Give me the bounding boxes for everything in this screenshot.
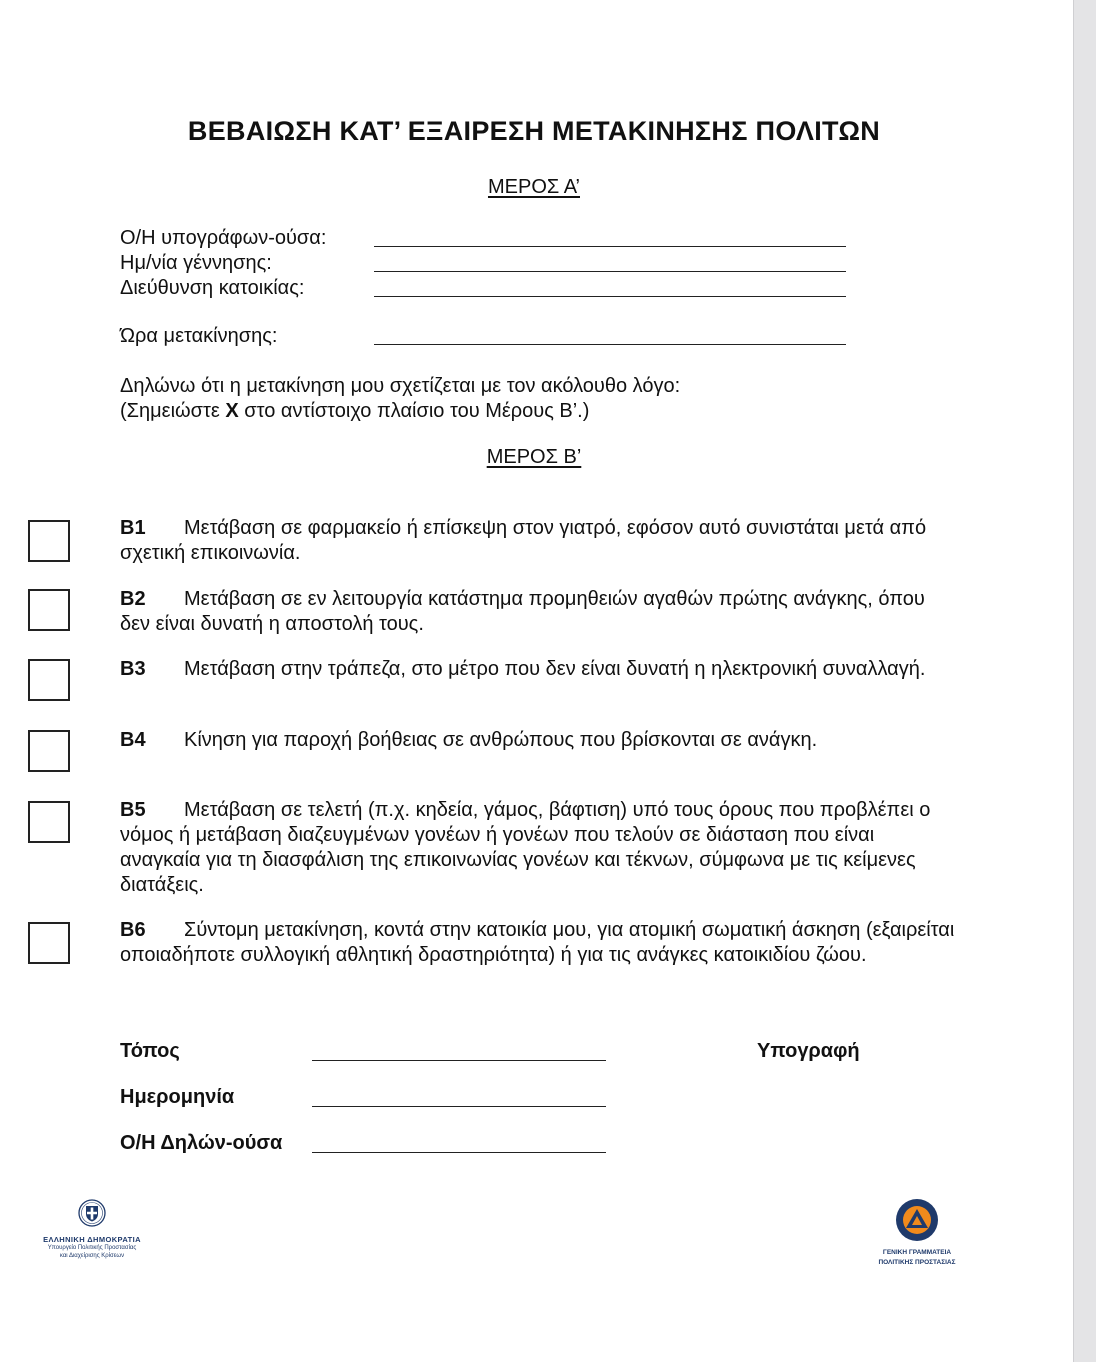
option-text-b5: Μετάβαση σε τελετή (π.χ. κηδεία, γάμος, βάφτιση) υπό τους όρους που προβλέπει ο νόμος ή μετάβαση διαζευγμένων γονέων ή γονέων που τελούν σε διάσταση που είναι αναγκαία για τη διασφάλιση της επικοινωνίας γονέων και τέκνων, σύμφωνα με τις κείμενες διατάξεις. (120, 799, 931, 896)
signatory-name-label: Ο/Η υπογράφων-ούσα: (120, 227, 327, 249)
left-logo-line2: και Διαχείρισης Κρίσεων (59, 1253, 125, 1259)
statement-text: Δηλώνω ότι η μετακίνηση μου σχετίζεται με τον ακόλουθο λόγο: (120, 375, 681, 397)
declarant-field[interactable] (312, 1152, 606, 1153)
option-text-b6: Σύντομη μετακίνηση, κοντά στην κατοικία μου, για ατομική σωματική άσκηση (εξαιρείται οποιαδήποτε συλλογική αθλητική δραστηριότητα) ή για τις ανάγκες κατοικιδίου ζώου. (120, 919, 955, 966)
option-text-b4: Κίνηση για παροχή βοήθειας σε ανθρώπους που βρίσκονται σε ανάγκη. (184, 729, 818, 751)
statement-paragraph (120, 374, 680, 424)
place-field[interactable] (312, 1060, 606, 1061)
option-code-b6: Β6 (120, 919, 146, 941)
option-code-b1: Β1 (120, 517, 146, 539)
movement-time-field[interactable] (374, 344, 846, 345)
option-code-b3: Β3 (120, 658, 146, 680)
declarant-label: Ο/Η Δηλών-ούσα (120, 1132, 283, 1154)
option-text-b3: Μετάβαση στην τράπεζα, στο μέτρο που δεν είναι δυνατή η ηλεκτρονική συναλλαγή. (184, 658, 926, 680)
checkbox-b3[interactable] (28, 659, 70, 701)
date-label: Ημερομηνία (120, 1086, 235, 1108)
place-label: Τόπος (120, 1040, 180, 1062)
signature-label: Υπογραφή (757, 1040, 860, 1062)
hellenic-republic-logo (30, 1198, 154, 1260)
scrollbar-track[interactable] (1073, 0, 1096, 1362)
instruction-note-mark: Χ (225, 400, 239, 422)
option-text-b2: Μετάβαση σε εν λειτουργία κατάστημα προμηθειών αγαθών πρώτης ανάγκης, όπου δεν είναι δυνατή η αποστολή τους. (120, 588, 925, 635)
option-b2 (120, 587, 960, 637)
checkbox-b5[interactable] (28, 801, 70, 843)
civil-protection-logo (872, 1198, 962, 1267)
checkbox-b4[interactable] (28, 730, 70, 772)
home-address-field[interactable] (374, 296, 846, 297)
instruction-note (120, 399, 680, 424)
coat-of-arms-icon (77, 1198, 107, 1228)
civil-protection-emblem-icon (895, 1198, 939, 1242)
option-b6 (120, 918, 960, 968)
option-b4 (120, 728, 960, 753)
option-code-b4: Β4 (120, 729, 146, 751)
date-field[interactable] (312, 1106, 606, 1107)
part-b-heading: ΜΕΡΟΣ Β’ (486, 446, 582, 468)
home-address-label: Διεύθυνση κατοικίας: (120, 277, 305, 299)
signatory-name-field[interactable] (374, 246, 846, 247)
right-logo-line2: ΠΟΛΙΤΙΚΗΣ ΠΡΟΣΤΑΣΙΑΣ (878, 1259, 956, 1266)
instruction-note-before: (Σημειώστε (120, 400, 226, 422)
right-logo-line1: ΓΕΝΙΚΗ ΓΡΑΜΜΑΤΕΙΑ (882, 1249, 952, 1256)
checkbox-b6[interactable] (28, 922, 70, 964)
checkbox-b2[interactable] (28, 589, 70, 631)
left-logo-line1: Υπουργείο Πολιτικής Προστασίας (47, 1245, 137, 1251)
option-code-b5: Β5 (120, 799, 146, 821)
option-b1 (120, 516, 960, 566)
option-code-b2: Β2 (120, 588, 146, 610)
checkbox-b1[interactable] (28, 520, 70, 562)
movement-time-label: Ώρα μετακίνησης: (120, 325, 278, 347)
option-text-b1: Μετάβαση σε φαρμακείο ή επίσκεψη στον γιατρό, εφόσον αυτό συνιστάται μετά από σχετική επικοινωνία. (120, 517, 927, 564)
birth-date-field[interactable] (374, 271, 846, 272)
birth-date-label: Ημ/νία γέννησης: (120, 252, 272, 274)
part-a-heading: ΜΕΡΟΣ Α’ (487, 176, 580, 198)
option-b5 (120, 798, 960, 898)
option-b3 (120, 657, 960, 682)
document-title: ΒΕΒΑΙΩΣΗ ΚΑΤ’ ΕΞΑΙΡΕΣΗ ΜΕΤΑΚΙΝΗΣΗΣ ΠΟΛΙΤΩΝ (187, 116, 881, 146)
instruction-note-after: στο αντίστοιχο πλαίσιο του Μέρους Β’.) (238, 400, 590, 422)
left-logo-title: ΕΛΛΗΝΙΚΗ ΔΗΜΟΚΡΑΤΙΑ (43, 1235, 141, 1244)
